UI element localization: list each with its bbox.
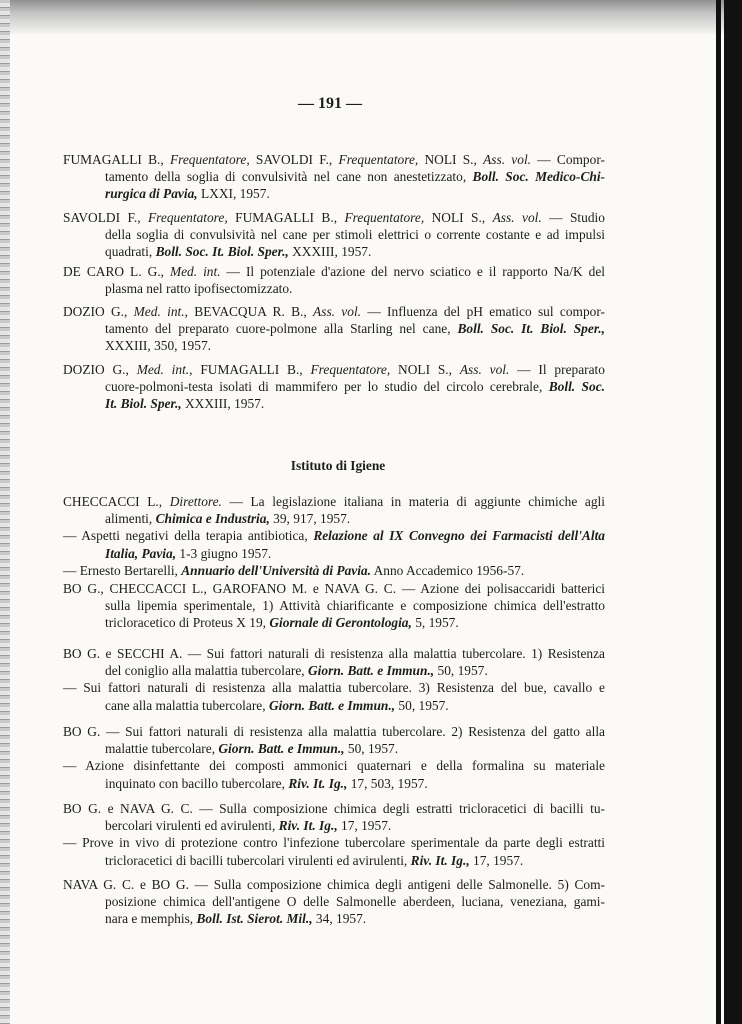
text-run: Chimica e Industria, <box>155 511 274 527</box>
entry-line <box>63 679 605 696</box>
entry-line <box>63 303 605 320</box>
bibliography-entry <box>63 876 605 928</box>
section-heading-text: Istituto di Igiene <box>290 458 386 473</box>
text-run: DOZIO G., <box>63 304 134 319</box>
text-run: Relazione al IX Convegno dei Farmacisti dell'Alta <box>313 528 605 544</box>
text-run: It. Biol. Sper., <box>105 396 185 412</box>
scan-right-edge <box>716 0 721 1024</box>
text-run: tricloracetici di bacilli tubercolari virulenti ed avirulenti, <box>105 852 411 868</box>
text-run: Anno Accademico 1956-57. <box>370 562 525 578</box>
entry-line <box>63 280 605 297</box>
text-run: Giornale di Gerontologia, <box>269 615 416 631</box>
text-run: Direttore. <box>169 494 222 509</box>
entry-line <box>63 645 605 662</box>
text-run: Riv. It. Ig., <box>278 818 342 834</box>
bibliography-entry <box>63 645 605 714</box>
text-run: NOLI S., <box>424 152 484 167</box>
text-run: inquinato con bacillo tubercolare, <box>105 775 289 791</box>
text-run: XXXIII, 350, 1957. <box>105 338 211 354</box>
text-run: — Ernesto Bertarelli, <box>63 562 182 578</box>
entry-line <box>63 493 605 510</box>
text-run: Ass. vol. <box>459 362 510 377</box>
bibliography-entry <box>63 303 605 355</box>
bibliography-entry <box>63 361 605 413</box>
text-run: BEVACQUA R. B., <box>194 304 314 319</box>
text-run: Riv. It. Ig., <box>288 775 351 791</box>
text-run: tamento del preparato cuore-polmone alla Starling nel cane, <box>105 321 458 337</box>
entry-line <box>63 320 605 337</box>
text-run: — La legislazione italiana in materia di aggiunte chimiche agli <box>221 494 606 509</box>
text-run: — Sui fattori naturali di resistenza alla malattia tubercolare. 3) Resistenza del bue, cavallo e <box>63 680 605 696</box>
scan-top-shadow <box>0 0 742 34</box>
entry-line <box>63 545 605 562</box>
text-run: NAVA G. C. e BO G. — Sulla composizione chimica degli antigeni delle Salmonelle. 5) Com- <box>63 877 605 892</box>
entry-line <box>63 597 605 614</box>
text-run: — Influenza del pH ematico sul compor- <box>361 304 605 319</box>
entry-line <box>63 361 605 378</box>
entry-line <box>63 740 605 757</box>
text-run: 17, 503, 1957. <box>350 775 428 791</box>
text-run: Ass. vol. <box>492 210 542 225</box>
text-run: BO G. e SECCHI A. — Sui fattori naturali di resistenza alla malattia tubercolare. 1) Resistenza <box>63 646 605 661</box>
text-run: nara e memphis, <box>105 911 197 927</box>
text-run: — Aspetti negativi della terapia antibiotica, <box>63 528 314 544</box>
entry-line <box>63 527 605 544</box>
bibliography-entry <box>63 723 605 792</box>
entry-line <box>63 510 605 527</box>
text-run: Frequentatore, <box>147 210 236 225</box>
text-run: CHECCACCI L., <box>63 494 170 509</box>
text-run: Giorn. Batt. e Immun., <box>308 663 438 679</box>
text-run: Med. int., <box>133 304 195 319</box>
text-run: — Azione disinfettante dei composti ammonici quaternari e della formalina su materiale <box>63 758 605 774</box>
text-run: Frequentatore, <box>310 362 399 377</box>
text-run: FUMAGALLI B., <box>63 152 170 167</box>
text-run: Boll. Soc. Medico-Chi- <box>472 169 605 185</box>
entry-line <box>63 800 605 817</box>
entry-line <box>63 580 605 597</box>
entry-line <box>63 395 605 412</box>
text-run: rurgica di Pavia, <box>105 186 201 202</box>
scan-left-edge <box>0 0 10 1024</box>
entry-line <box>63 775 605 792</box>
entry-line <box>63 185 605 202</box>
text-run: Med. int., <box>136 362 201 377</box>
entry-line <box>63 893 605 910</box>
text-run: Boll. Soc. It. Biol. Sper., <box>457 321 605 337</box>
text-run: quadrati, <box>105 244 156 260</box>
scan-right-edge <box>724 0 742 1024</box>
text-run: SAVOLDI F., <box>255 152 339 167</box>
bibliography-entry <box>63 151 605 203</box>
text-run: — Studio <box>541 210 605 225</box>
text-run: — Il potenziale d'azione del nervo sciatico e il rapporto Na/K del <box>220 264 605 279</box>
entry-line <box>63 263 605 280</box>
entry-line <box>63 168 605 185</box>
text-run: Frequentatore, <box>338 152 425 167</box>
entry-line <box>63 817 605 834</box>
text-run: DOZIO G., <box>63 362 137 377</box>
section-heading <box>0 458 742 474</box>
text-run: FUMAGALLI B., <box>200 362 311 377</box>
text-run: Boll. Soc. It. Biol. Sper., <box>155 244 293 260</box>
entry-line <box>63 834 605 851</box>
text-run: posizione chimica dell'antigene O delle Salmonelle aberdeen, luciana, veneziana, gami- <box>105 894 605 910</box>
text-run: — Compor- <box>531 152 605 167</box>
text-run: NOLI S., <box>431 210 493 225</box>
page-number: — 191 — <box>298 95 362 112</box>
text-run: BO G., CHECCACCI L., GAROFANO M. e NAVA G. C. — Azione dei polisaccaridi batterici <box>63 581 605 596</box>
text-run: Giorn. Batt. e Immun., <box>268 697 399 713</box>
entry-line <box>63 209 605 226</box>
text-run: Med. int. <box>169 264 221 279</box>
bibliography-entry <box>63 580 605 632</box>
entry-line <box>63 562 605 579</box>
text-run: NOLI S., <box>398 362 460 377</box>
text-run: bercolari virulenti ed avirulenti, <box>105 818 279 834</box>
text-run: Frequentatore, <box>169 152 256 167</box>
text-run: 1-3 giugno 1957. <box>179 545 272 561</box>
text-run: Ass. vol. <box>313 304 362 319</box>
text-run: 50, 1957. <box>347 741 399 757</box>
entry-line <box>63 378 605 395</box>
text-run: Frequentatore, <box>344 210 432 225</box>
entry-line <box>63 697 605 714</box>
entry-line <box>63 614 605 631</box>
entry-line <box>63 662 605 679</box>
text-run: 50, 1957. <box>398 697 449 713</box>
entry-line <box>63 243 605 260</box>
entry-line <box>63 723 605 740</box>
text-run: — Prove in vivo di protezione contro l'infezione tubercolare sperimentale da parte degli estratti <box>63 835 605 851</box>
text-run: alimenti, <box>105 511 156 527</box>
text-run: SAVOLDI F., <box>63 210 148 225</box>
text-run: Annuario dell'Università di Pavia. <box>181 562 371 578</box>
entry-line <box>63 876 605 893</box>
text-run: Boll. Ist. Sierot. Mil., <box>196 911 316 927</box>
text-run: FUMAGALLI B., <box>235 210 345 225</box>
text-run: — Il preparato <box>509 362 605 377</box>
text-run: malattie tubercolare, <box>105 741 219 757</box>
text-run: Italia, Pavia, <box>105 545 180 561</box>
text-run: tricloracetico di Proteus X 19, <box>105 615 270 631</box>
text-run: della soglia di convulsività nel cane per stimoli elettrici o corrente costante e ad impulsi <box>105 227 605 243</box>
bibliography-entry <box>63 800 605 869</box>
text-run: Giorn. Batt. e Immun., <box>218 741 348 757</box>
bibliography-entry <box>63 209 605 261</box>
entry-line <box>63 226 605 243</box>
entry-line <box>63 852 605 869</box>
entry-line <box>63 910 605 927</box>
entry-line <box>63 757 605 774</box>
entry-line <box>63 151 605 168</box>
bibliography-entry <box>63 263 605 297</box>
text-run: plasma nel ratto ipofisectomizzato. <box>105 281 293 297</box>
text-run: DE CARO L. G., <box>63 264 170 279</box>
text-run: tamento della soglia di convulsività nel cane non anestetizzato, <box>105 169 473 185</box>
text-run: cuore-polmoni-testa isolati di mammifero per lo studio del circolo cerebrale, <box>105 379 549 395</box>
text-run: 17, 1957. <box>473 852 524 868</box>
entry-line <box>63 337 605 354</box>
text-run: Riv. It. Ig., <box>410 852 474 868</box>
text-run: 39, 917, 1957. <box>273 511 351 527</box>
text-run: BO G. e NAVA G. C. — Sulla composizione chimica degli estratti tricloracetici di bacilli tu- <box>63 801 605 816</box>
text-run: cane alla malattia tubercolare, <box>105 697 269 713</box>
text-run: 50, 1957. <box>437 663 488 679</box>
text-run: XXXIII, 1957. <box>292 244 372 260</box>
text-run: sulla lipemia sperimentale, 1) Attività chiarificante e composizione chimica dell'estratto <box>105 598 605 614</box>
text-run: Ass. vol. <box>483 152 532 167</box>
text-run: Boll. Soc. <box>548 379 605 395</box>
text-run: LXXI, 1957. <box>200 186 270 202</box>
bibliography-entry <box>63 493 605 579</box>
text-run: 17, 1957. <box>341 818 392 834</box>
text-run: BO G. — Sui fattori naturali di resistenza alla malattia tubercolare. 2) Resistenza del gatto alla <box>63 724 605 739</box>
text-run: del coniglio alla malattia tubercolare, <box>105 663 309 679</box>
text-run: XXXIII, 1957. <box>185 396 265 412</box>
text-run: 5, 1957. <box>415 615 459 631</box>
text-run: 34, 1957. <box>315 911 367 927</box>
